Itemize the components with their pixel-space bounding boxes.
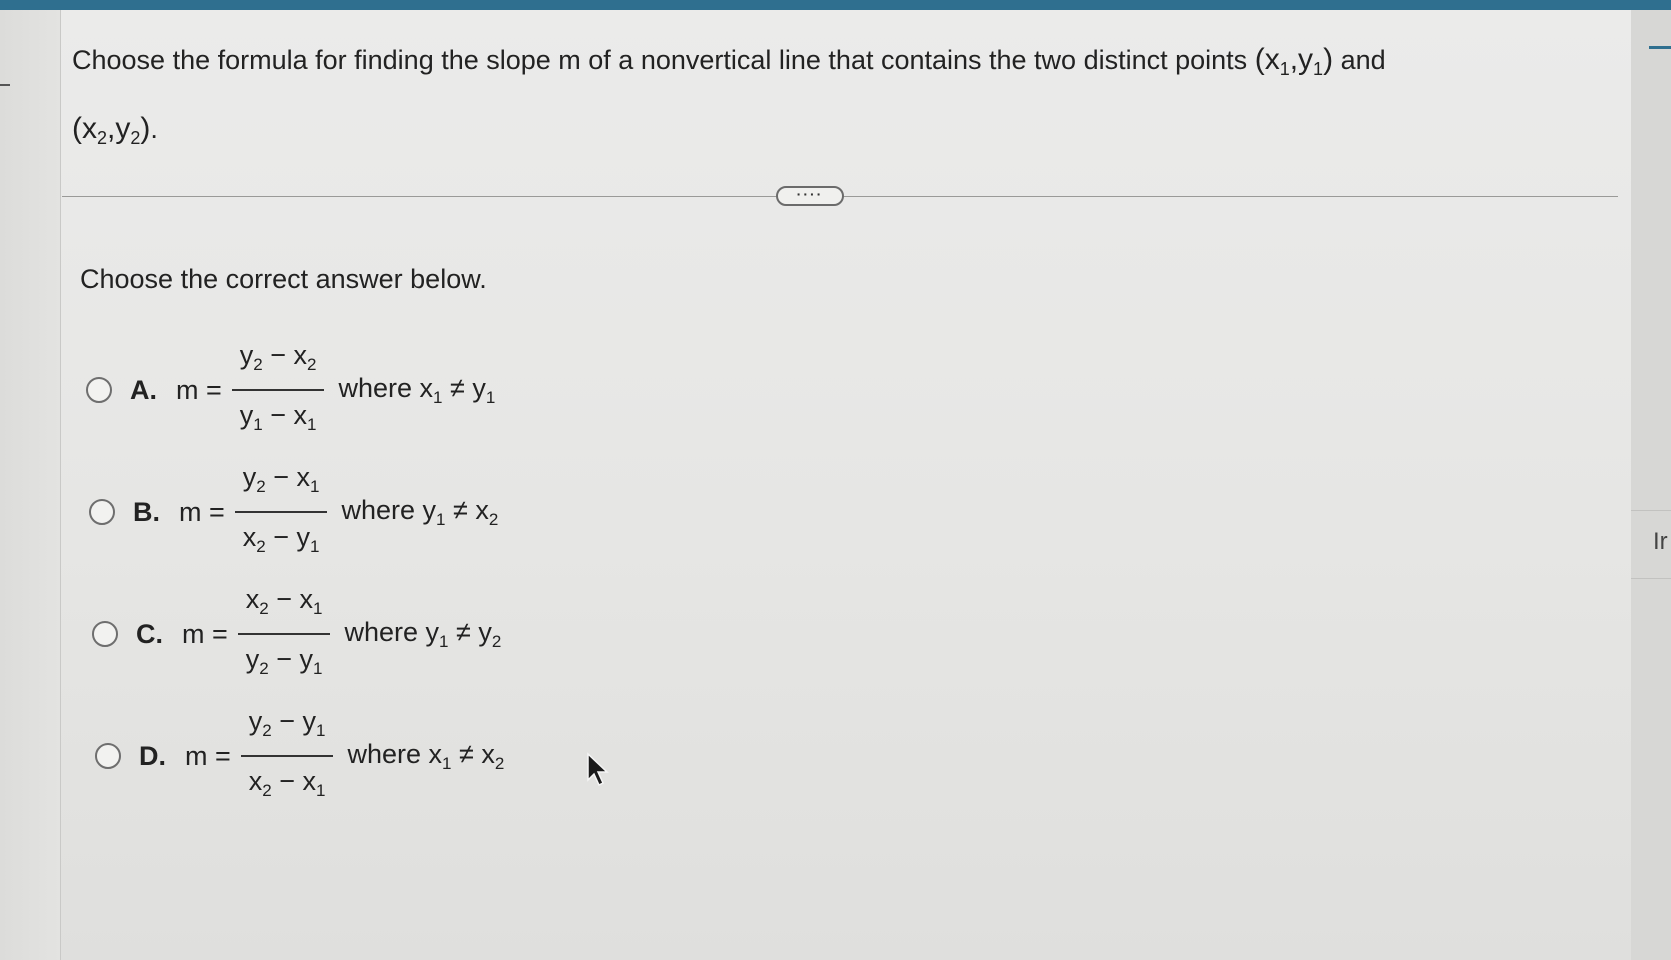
answer-option-b[interactable]: [89, 462, 498, 562]
right-divider-top: [1631, 510, 1671, 511]
slope-fraction: [235, 459, 328, 565]
slope-equals: m =: [182, 618, 228, 649]
answer-option-a[interactable]: [86, 340, 495, 440]
right-cut-text: Ir: [1653, 528, 1668, 555]
answer-prompt: Choose the correct answer below.: [80, 264, 487, 294]
answer-option-c[interactable]: [92, 584, 501, 684]
left-tick-mark: [0, 84, 10, 86]
mouse-cursor-icon: [585, 752, 613, 788]
option-letter: B.: [133, 496, 160, 527]
fraction-denominator: $y_1 - x_1$: [239, 400, 317, 434]
right-accent-bar: [1649, 46, 1671, 49]
fraction-bar: [232, 389, 325, 391]
option-condition: where $y_1 \ne y_2$: [344, 616, 502, 651]
option-condition: where $y_1 \ne x_2$: [341, 494, 499, 529]
fraction-denominator: $x_2 - x_1$: [248, 766, 326, 800]
option-letter: C.: [136, 618, 163, 649]
answer-option-d[interactable]: [95, 706, 504, 806]
slope-equals: m =: [179, 496, 225, 527]
option-condition: where $x_1 \ne x_2$: [347, 738, 505, 773]
slope-fraction: [232, 337, 325, 443]
slope-fraction: [238, 581, 331, 687]
radio-button[interactable]: [92, 621, 118, 647]
question-conjunction: and: [1340, 45, 1386, 75]
top-bar: [0, 0, 1671, 10]
left-margin: [0, 10, 60, 960]
right-divider-bottom: [1631, 578, 1671, 579]
radio-button[interactable]: [95, 743, 121, 769]
right-side-panel: [1631, 10, 1671, 960]
option-condition: where $x_1 \ne y_1$: [338, 372, 496, 407]
question-sentence: Choose the formula for finding the slope m of a nonvertical line that contains the two distinct points: [72, 45, 1248, 75]
question-period: .: [150, 114, 158, 144]
question-text: [72, 30, 1492, 168]
option-letter: A.: [130, 374, 157, 405]
expand-more-button[interactable]: ····: [776, 186, 844, 206]
point-2: $(x_2,y_2)$: [72, 112, 151, 148]
slope-equals: m =: [176, 374, 222, 405]
slope-fraction: [241, 703, 334, 809]
fraction-bar: [235, 511, 328, 513]
radio-button[interactable]: [89, 499, 115, 525]
fraction-numerator: $y_2 - x_2$: [239, 340, 317, 374]
fraction-denominator: $y_2 - y_1$: [245, 644, 323, 678]
fraction-numerator: $x_2 - x_1$: [245, 584, 323, 618]
fraction-numerator: $y_2 - x_1$: [242, 462, 320, 496]
fraction-numerator: $y_2 - y_1$: [248, 706, 326, 740]
fraction-bar: [238, 633, 331, 635]
radio-button[interactable]: [86, 377, 112, 403]
fraction-bar: [241, 755, 334, 757]
point-1: $(x_1,y_1)$: [1254, 43, 1334, 79]
option-letter: D.: [139, 740, 166, 771]
slope-equals: m =: [185, 740, 231, 771]
fraction-denominator: $x_2 - y_1$: [242, 522, 320, 556]
